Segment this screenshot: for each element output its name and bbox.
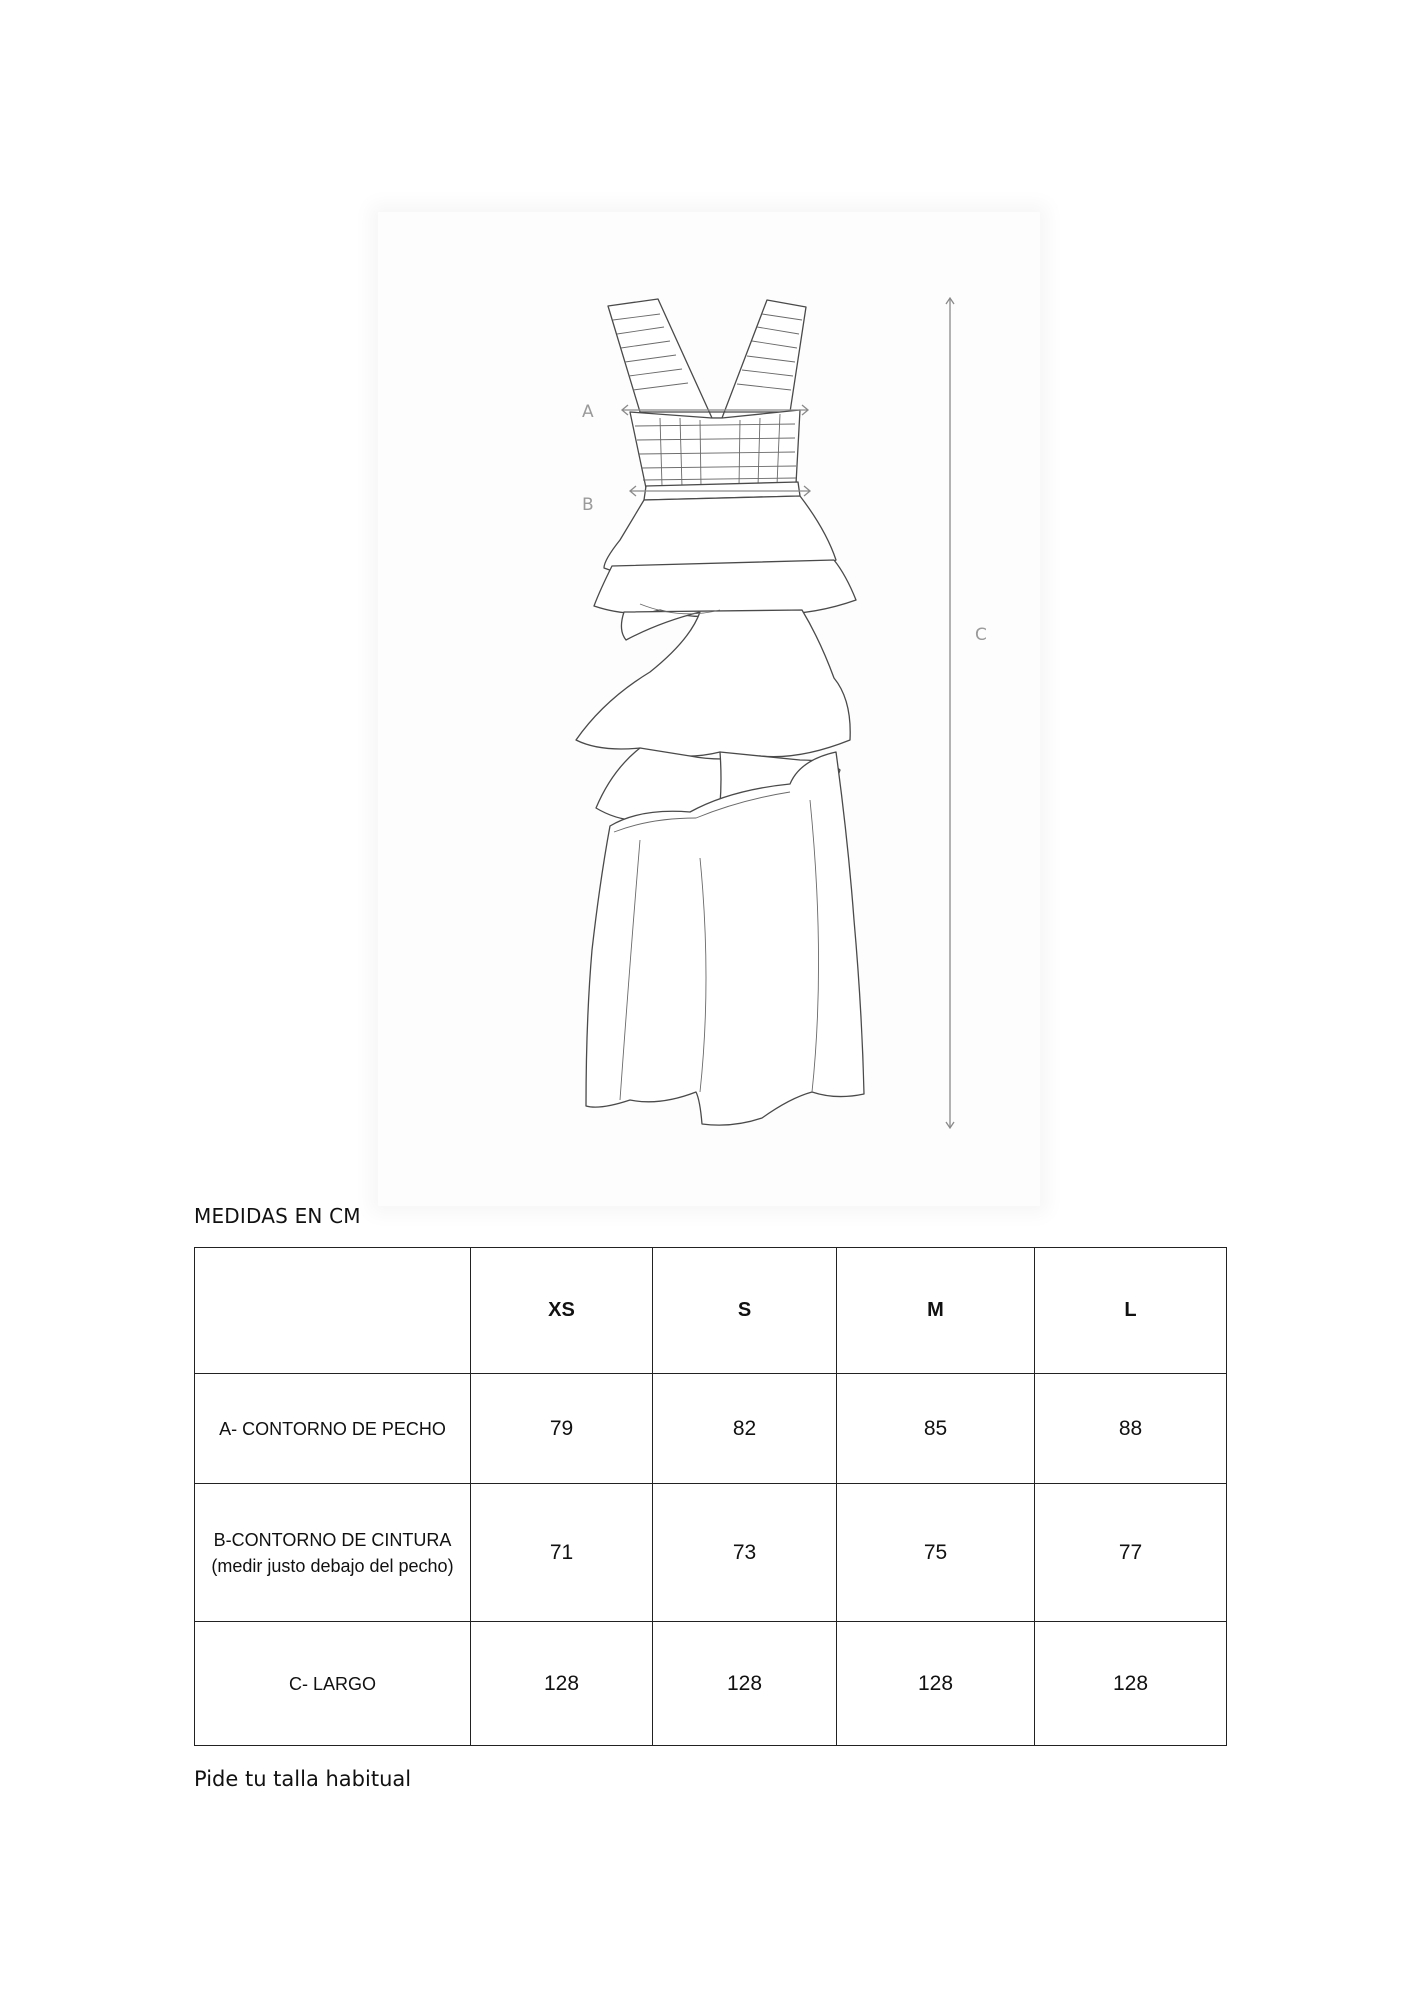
measure-c [946, 298, 987, 1128]
size-header-l: L [1035, 1248, 1227, 1374]
header-empty-cell [195, 1248, 471, 1374]
measure-c-label: C [975, 625, 987, 645]
table-cell: 128 [1035, 1622, 1227, 1746]
dress-illustration [576, 299, 864, 1125]
table-cell: 85 [837, 1374, 1035, 1484]
table-cell: 77 [1035, 1484, 1227, 1622]
measurements-heading: MEDIDAS EN CM [194, 1204, 361, 1228]
size-header-xs: XS [471, 1248, 653, 1374]
row-label-chest: A- CONTORNO DE PECHO [195, 1374, 471, 1484]
size-header-m: M [837, 1248, 1035, 1374]
table-cell: 128 [837, 1622, 1035, 1746]
size-chart-table [194, 1247, 1227, 1746]
table-cell: 128 [653, 1622, 837, 1746]
table-cell: 73 [653, 1484, 837, 1622]
table-row [195, 1374, 1227, 1484]
size-advice-note: Pide tu talla habitual [194, 1767, 412, 1791]
table-header-row [195, 1248, 1227, 1374]
table-cell: 128 [471, 1622, 653, 1746]
size-header-s: S [653, 1248, 837, 1374]
row-label-waist: B-CONTORNO DE CINTURA (medir justo debajo del pecho) [195, 1484, 471, 1622]
row-label-length: C- LARGO [195, 1622, 471, 1746]
table-row [195, 1484, 1227, 1622]
table-cell: 75 [837, 1484, 1035, 1622]
table-row [195, 1622, 1227, 1746]
measure-a-label: A [582, 402, 594, 422]
table-cell: 82 [653, 1374, 837, 1484]
table-cell: 79 [471, 1374, 653, 1484]
measure-b-label: B [582, 495, 594, 515]
table-cell: 88 [1035, 1374, 1227, 1484]
table-cell: 71 [471, 1484, 653, 1622]
